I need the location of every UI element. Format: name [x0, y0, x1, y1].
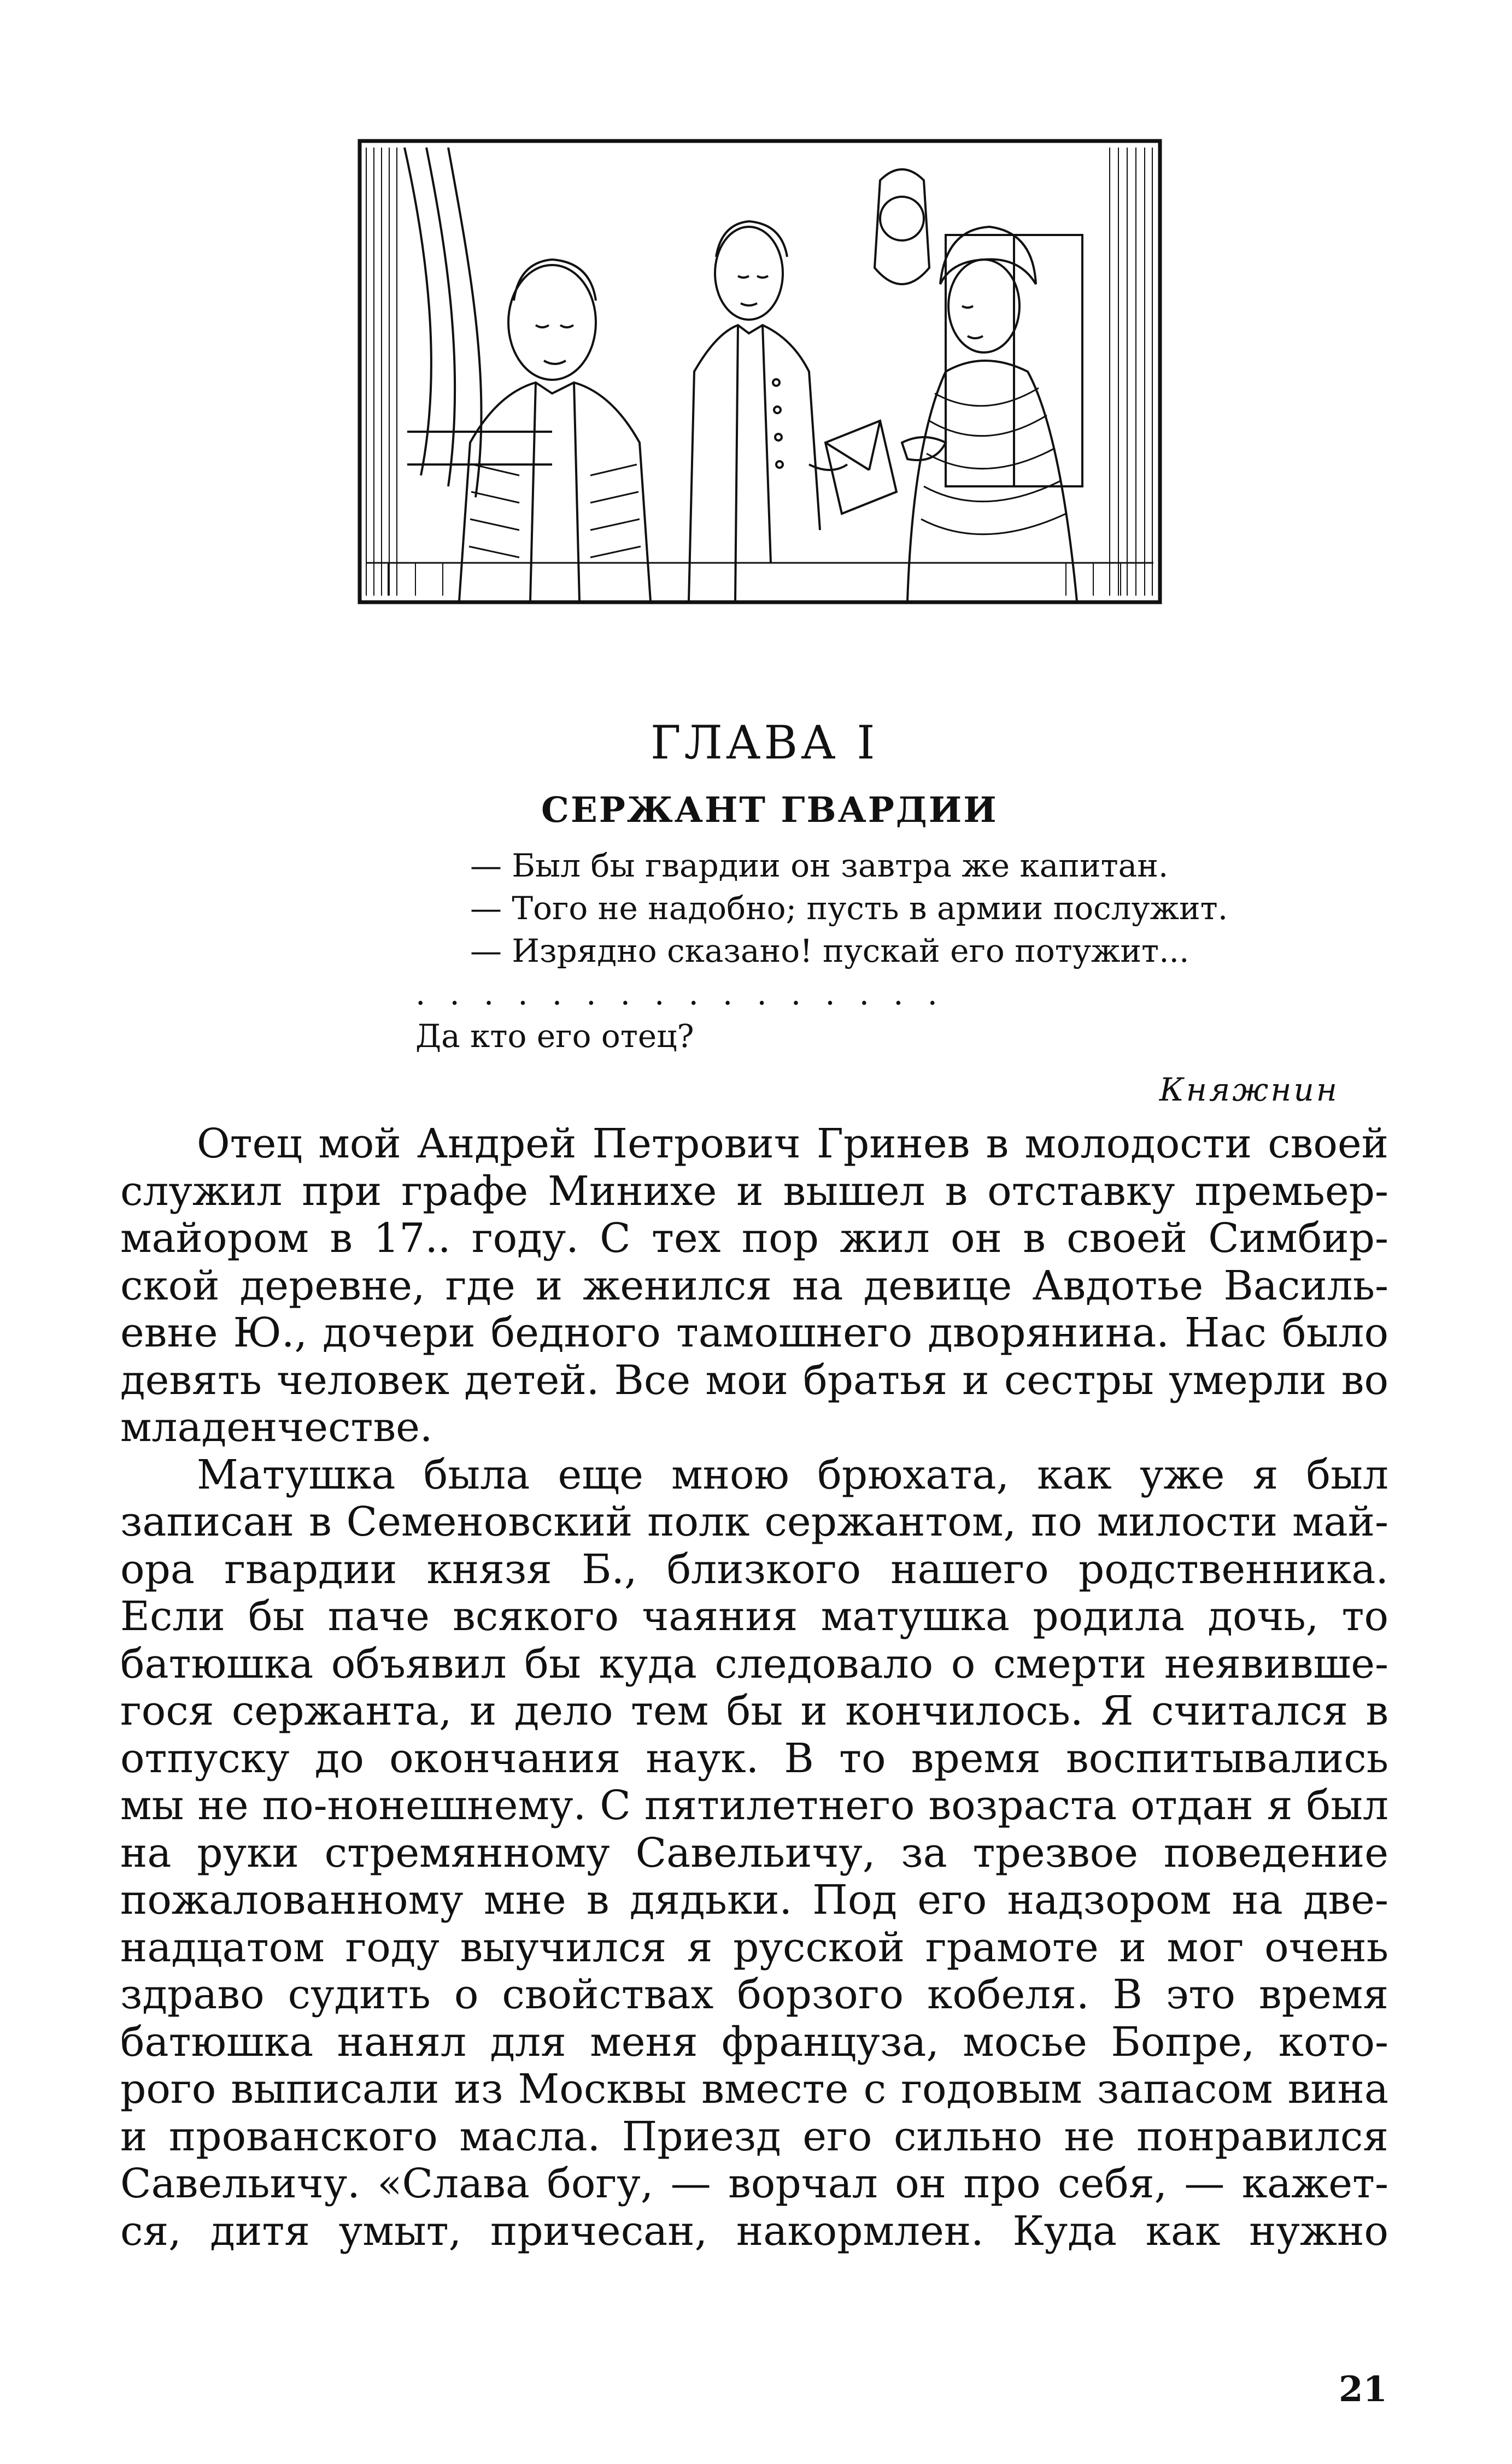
chapter-illustration: [355, 137, 1164, 607]
text-line: на руки стремянному Савельичу, за трезвое поведение: [120, 1829, 1388, 1877]
epigraph-line: — Был бы гвардии он завтра же капитан.: [470, 847, 1169, 884]
epigraph-question: Да кто его отец?: [415, 1018, 694, 1055]
illustration-three-figures: [355, 137, 1164, 607]
text-line: Матушка была еще мною брюхата, как уже я был: [197, 1451, 1388, 1498]
text-line: мы не по-нонешнему. С пятилетнего возраста отдан я был: [120, 1782, 1388, 1829]
text-line: гося сержанта, и дело тем бы и кончилось. Я считался в: [120, 1687, 1388, 1734]
text-line: записан в Семеновский полк сержантом, по милости май-: [120, 1498, 1388, 1545]
text-line: пожалованному мне в дядьки. Под его надзором на две-: [120, 1877, 1388, 1924]
text-line: майором в 17.. году. С тех пор жил он в своей Симбир-: [120, 1215, 1388, 1262]
text-line: девять человек детей. Все мои братья и сестры умерли во: [120, 1356, 1388, 1404]
text-line: батюшка объявил бы куда следовало о смерти неявивше-: [120, 1640, 1388, 1687]
text-line: Отец мой Андрей Петрович Гринев в молодости своей: [197, 1120, 1388, 1167]
text-line: младенчестве.: [120, 1404, 433, 1451]
text-line: евне Ю., дочери бедного тамошнего дворянина. Нас было: [120, 1309, 1388, 1356]
text-line: батюшка нанял для меня француза, мосье Бопре, кото-: [120, 2018, 1388, 2066]
epigraph-author: Княжнин: [1159, 1071, 1339, 1108]
text-line: рого выписали из Москвы вместе с годовым запасом вина: [120, 2066, 1388, 2113]
text-line: служил при графе Минихе и вышел в отставку премьер-: [120, 1167, 1388, 1215]
text-line: здраво судить о свойствах борзого кобеля. В это время: [120, 1971, 1388, 2018]
epigraph-line: — Того не надобно; пусть в армии послужит.: [470, 890, 1228, 927]
paragraph-1: [120, 1120, 1388, 1451]
chapter-title: ГЛАВА I: [650, 716, 878, 769]
epigraph-ellipsis: ................: [415, 975, 962, 1012]
text-line: ора гвардии князя Б., близкого нашего родственника.: [120, 1545, 1388, 1593]
chapter-body: [120, 1120, 1388, 2255]
text-line: отпуску до окончания наук. В то время воспитывались: [120, 1734, 1388, 1782]
text-line: надцатом году выучился я русской грамоте и мог очень: [120, 1924, 1388, 1971]
text-line: ской деревне, где и женился на девице Авдотье Василь-: [120, 1262, 1388, 1309]
text-line: ся, дитя умыт, причесан, накормлен. Куда как нужно: [120, 2207, 1388, 2255]
page-number: 21: [1338, 2369, 1387, 2410]
epigraph: [415, 844, 1388, 1111]
text-line: Савельичу. «Слава богу, — ворчал он про себя, — кажет-: [120, 2160, 1388, 2207]
text-line: Если бы паче всякого чаяния матушка родила дочь, то: [120, 1593, 1388, 1640]
epigraph-line: — Изрядно сказано! пускай его потужит...: [470, 932, 1189, 969]
chapter-subtitle: СЕРЖАНТ ГВАРДИИ: [541, 790, 998, 831]
paragraph-2: [120, 1451, 1388, 2255]
text-line: и прованского масла. Приезд его сильно не понравился: [120, 2113, 1388, 2160]
